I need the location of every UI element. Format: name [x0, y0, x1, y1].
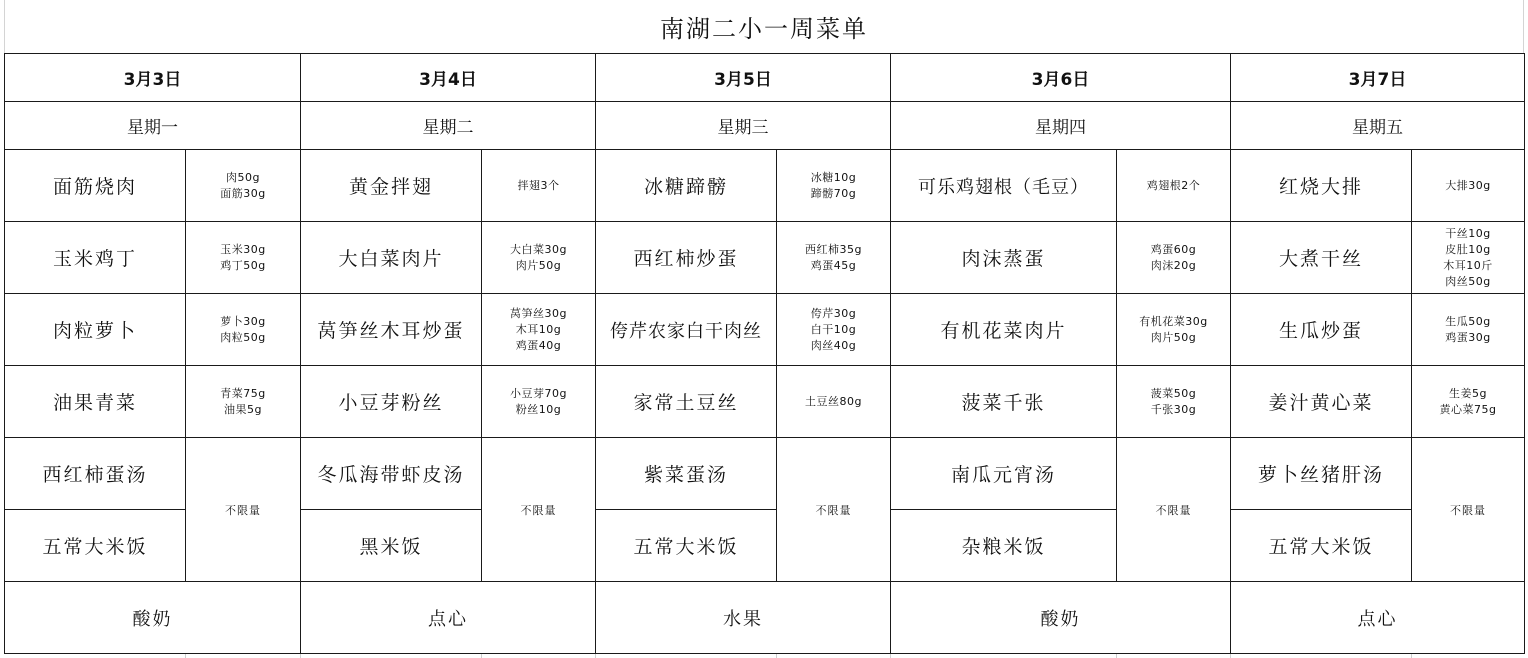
day-weekday: 星期五	[1231, 102, 1525, 150]
rice-name: 五常大米饭	[5, 510, 186, 582]
day-weekday: 星期三	[596, 102, 891, 150]
dish-quantity	[186, 366, 301, 438]
quantity-line: 玉米30g	[220, 242, 266, 256]
dish-name: 家常土豆丝	[596, 366, 777, 438]
dish-quantity	[482, 150, 596, 222]
dish-quantity	[482, 294, 596, 366]
day-date: 3月5日	[596, 54, 891, 102]
dish-quantity	[482, 366, 596, 438]
dish-name: 大白菜肉片	[301, 222, 482, 294]
dish-name: 有机花菜肉片	[891, 294, 1117, 366]
dish-quantity	[1412, 222, 1525, 294]
soup-name: 萝卜丝猪肝汤	[1231, 438, 1412, 510]
quantity-line: 生瓜50g	[1445, 314, 1491, 328]
day-weekday: 星期四	[891, 102, 1231, 150]
rice-name: 杂粮米饭	[891, 510, 1117, 582]
dish-name: 西红柿炒蛋	[596, 222, 777, 294]
quantity-line: 鸡蛋30g	[1445, 330, 1491, 344]
unlimited-note: 不限量	[482, 438, 596, 582]
soup-name: 冬瓜海带虾皮汤	[301, 438, 482, 510]
quantity-line: 干丝10g	[1445, 226, 1491, 240]
quantity-line: 木耳10斤	[1443, 258, 1493, 272]
unlimited-note: 不限量	[1412, 438, 1525, 582]
dish-quantity	[1412, 294, 1525, 366]
quantity-line: 拌翅3个	[517, 178, 560, 192]
dish-quantity	[777, 222, 891, 294]
dish-row	[5, 150, 1525, 222]
quantity-line: 青菜75g	[220, 386, 266, 400]
day-weekday: 星期一	[5, 102, 301, 150]
snack-row	[5, 582, 1525, 654]
dish-quantity	[1117, 222, 1231, 294]
dish-name: 面筋烧肉	[5, 150, 186, 222]
snack-name: 水果	[596, 582, 891, 654]
snack-name: 点心	[301, 582, 596, 654]
quantity-line: 肉沫20g	[1150, 258, 1197, 272]
day-date: 3月4日	[301, 54, 596, 102]
quantity-line: 有机花菜30g	[1139, 314, 1208, 328]
quantity-line: 鸡蛋45g	[810, 258, 857, 272]
quantity-line: 木耳10g	[515, 322, 562, 336]
dish-quantity	[186, 150, 301, 222]
quantity-line: 莴笋丝30g	[510, 306, 567, 320]
sheet-bottom-gridlines	[4, 654, 1524, 658]
dish-row	[5, 294, 1525, 366]
quantity-line: 萝卜30g	[220, 314, 266, 328]
quantity-line: 皮肚10g	[1445, 242, 1491, 256]
quantity-line: 生姜5g	[1449, 386, 1487, 400]
weekly-menu-table	[4, 53, 1525, 654]
unlimited-note: 不限量	[1117, 438, 1231, 582]
dish-name: 姜汁黄心菜	[1231, 366, 1412, 438]
quantity-line: 白干10g	[810, 322, 857, 336]
dish-quantity	[1412, 150, 1525, 222]
quantity-line: 鸡蛋60g	[1150, 242, 1197, 256]
quantity-line: 侉芹30g	[810, 306, 857, 320]
day-date: 3月7日	[1231, 54, 1525, 102]
quantity-line: 鸡翅根2个	[1146, 178, 1201, 192]
dish-quantity	[777, 366, 891, 438]
rice-name: 黑米饭	[301, 510, 482, 582]
quantity-line: 肉50g	[226, 170, 260, 184]
dish-name: 小豆芽粉丝	[301, 366, 482, 438]
quantity-line: 大白菜30g	[510, 242, 567, 256]
dish-name: 冰糖蹄髈	[596, 150, 777, 222]
quantity-line: 大排30g	[1445, 178, 1491, 192]
quantity-line: 肉丝50g	[1445, 274, 1491, 288]
dish-name: 红烧大排	[1231, 150, 1412, 222]
quantity-line: 肉片50g	[515, 258, 562, 272]
quantity-line: 面筋30g	[220, 186, 266, 200]
quantity-line: 小豆芽70g	[510, 386, 567, 400]
day-date: 3月6日	[891, 54, 1231, 102]
quantity-line: 油果5g	[224, 402, 262, 416]
dish-row	[5, 222, 1525, 294]
dish-name: 生瓜炒蛋	[1231, 294, 1412, 366]
dish-quantity	[777, 294, 891, 366]
dish-name: 黄金拌翅	[301, 150, 482, 222]
dish-quantity	[1117, 366, 1231, 438]
quantity-line: 蹄髈70g	[810, 186, 857, 200]
dish-quantity	[186, 222, 301, 294]
quantity-line: 鸡丁50g	[220, 258, 266, 272]
quantity-line: 菠菜50g	[1150, 386, 1197, 400]
dish-quantity	[1117, 294, 1231, 366]
soup-name: 西红柿蛋汤	[5, 438, 186, 510]
dish-quantity	[1412, 366, 1525, 438]
dish-name: 玉米鸡丁	[5, 222, 186, 294]
dish-name: 大煮干丝	[1231, 222, 1412, 294]
quantity-line: 肉片50g	[1150, 330, 1197, 344]
weekday-row	[5, 102, 1525, 150]
soup-row	[5, 438, 1525, 510]
unlimited-note: 不限量	[186, 438, 301, 582]
dish-name: 油果青菜	[5, 366, 186, 438]
dish-name: 可乐鸡翅根（毛豆）	[891, 150, 1117, 222]
date-row	[5, 54, 1525, 102]
unlimited-note: 不限量	[777, 438, 891, 582]
day-date: 3月3日	[5, 54, 301, 102]
snack-name: 点心	[1231, 582, 1525, 654]
snack-name: 酸奶	[891, 582, 1231, 654]
quantity-line: 鸡蛋40g	[515, 338, 562, 352]
sheet-right-edge	[1523, 0, 1524, 53]
dish-quantity	[186, 294, 301, 366]
dish-quantity	[1117, 150, 1231, 222]
dish-quantity	[777, 150, 891, 222]
page-title: 南湖二小一周菜单	[660, 15, 868, 43]
dish-name: 肉沫蒸蛋	[891, 222, 1117, 294]
dish-name: 肉粒萝卜	[5, 294, 186, 366]
dish-name: 莴笋丝木耳炒蛋	[301, 294, 482, 366]
quantity-line: 土豆丝80g	[805, 394, 862, 408]
dish-name: 菠菜千张	[891, 366, 1117, 438]
dish-name: 侉芹农家白干肉丝	[596, 294, 777, 366]
quantity-line: 西红柿35g	[805, 242, 862, 256]
soup-name: 紫菜蛋汤	[596, 438, 777, 510]
rice-name: 五常大米饭	[596, 510, 777, 582]
soup-name: 南瓜元宵汤	[891, 438, 1117, 510]
quantity-line: 粉丝10g	[515, 402, 562, 416]
quantity-line: 肉丝40g	[810, 338, 857, 352]
quantity-line: 冰糖10g	[810, 170, 857, 184]
dish-row	[5, 366, 1525, 438]
quantity-line: 肉粒50g	[220, 330, 266, 344]
rice-name: 五常大米饭	[1231, 510, 1412, 582]
day-weekday: 星期二	[301, 102, 596, 150]
dish-quantity	[482, 222, 596, 294]
snack-name: 酸奶	[5, 582, 301, 654]
quantity-line: 黄心菜75g	[1439, 402, 1497, 416]
quantity-line: 千张30g	[1150, 402, 1197, 416]
